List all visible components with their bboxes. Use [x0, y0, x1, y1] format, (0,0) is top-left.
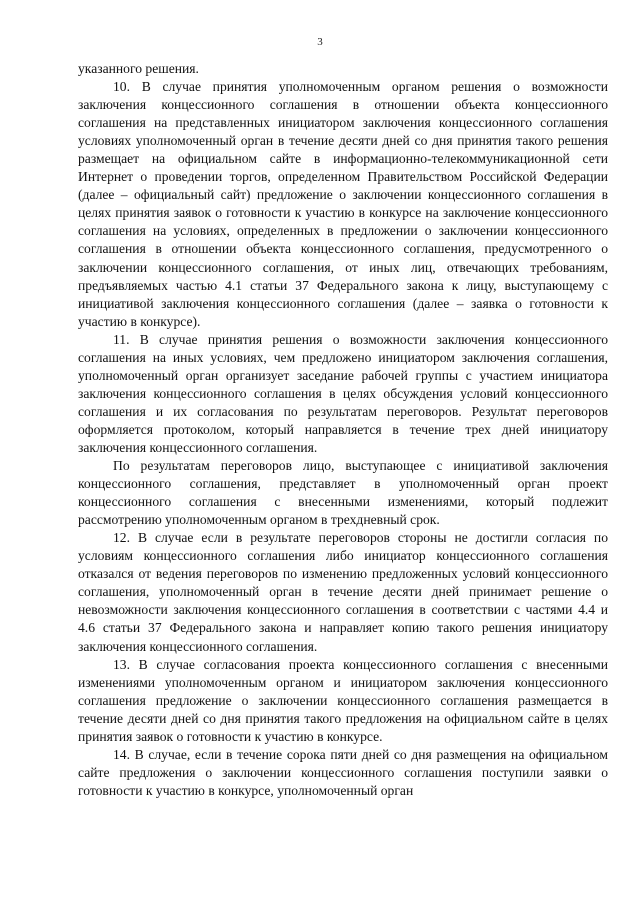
paragraph-continuation: указанного решения. — [78, 61, 199, 76]
paragraph-14: 14. В случае, если в течение сорока пяти дней со дня размещения на официальном сайте предложения о заключении концессионного соглашения поступили заявки о готовности к участию в конкурсе, уполномоченный орган — [78, 746, 608, 798]
paragraph-12: 12. В случае если в результате переговоров стороны не достигли согласия по условиям концессионного соглашения либо инициатор концессионного соглашения отказался от ведения переговоров по изменению предложенных условий концессионного соглашения, уполномоченный орган в течение десяти дней принимает решение о невозможности заключения концессионного соглашения в соответствии с частями 4.4 и 4.6 статьи 37 Федерального закона и направляет копию такого решения инициатору заключения концессионного соглашения. — [78, 530, 608, 654]
paragraph-13: 13. В случае согласования проекта концессионного соглашения с внесенными изменениями уполномоченным органом и инициатором заключения концессионного соглашения предложение о заключении концессионного соглашения размещается в течение десяти дней со дня принятия такого предложения на официальном сайте в целях принятия заявок о готовности к участию в конкурсе. — [78, 656, 608, 744]
document-body — [78, 60, 608, 800]
paragraph-11: 11. В случае принятия решения о возможности заключения концессионного соглашения на иных условиях, чем предложено инициатором заключения соглашения, уполномоченный орган организует заседание рабочей группы с участием инициатора заключения концессионного соглашения в целях обсуждения условий концессионного соглашения и их согласования по результатам переговоров. Результат переговоров оформляется протоколом, который направляется в течение трех дней инициатору заключения концессионного соглашения. — [78, 331, 608, 455]
paragraph-10: 10. В случае принятия уполномоченным органом решения о возможности заключения концессионного соглашения в отношении объекта концессионного соглашения на представленных инициатором заключения концессионного соглашения условиях уполномоченный орган в течение десяти дней со дня принятия такого решения размещает на официальном сайте в информационно-телекоммуникационной сети Интернет о проведении торгов, определенном Правительством Российской Федерации (далее – официальный сайт) предложение о заключении концессионного соглашения в целях принятия заявок о готовности к участию в конкурсе на заключение концессионного соглашения на условиях, определенных в предложении о заключении концессионного соглашения в отношении объекта концессионного соглашения, предусмотренного о заключении концессионного соглашения, от иных лиц, отвечающих требованиям, предъявляемых частью 4.1 статьи 37 Федерального закона к лицу, выступающему с инициативой заключения концессионного соглашения (далее – заявка о готовности к участию в конкурсе). — [78, 79, 608, 329]
page-number: 3 — [317, 36, 323, 48]
paragraph-11-results: По результатам переговоров лицо, выступающее с инициативой заключения концессионного соглашения, представляет в уполномоченный орган проект концессионного соглашения с внесенными изменениями, который подлежит рассмотрению уполномоченным органом в трехдневный срок. — [78, 458, 608, 528]
